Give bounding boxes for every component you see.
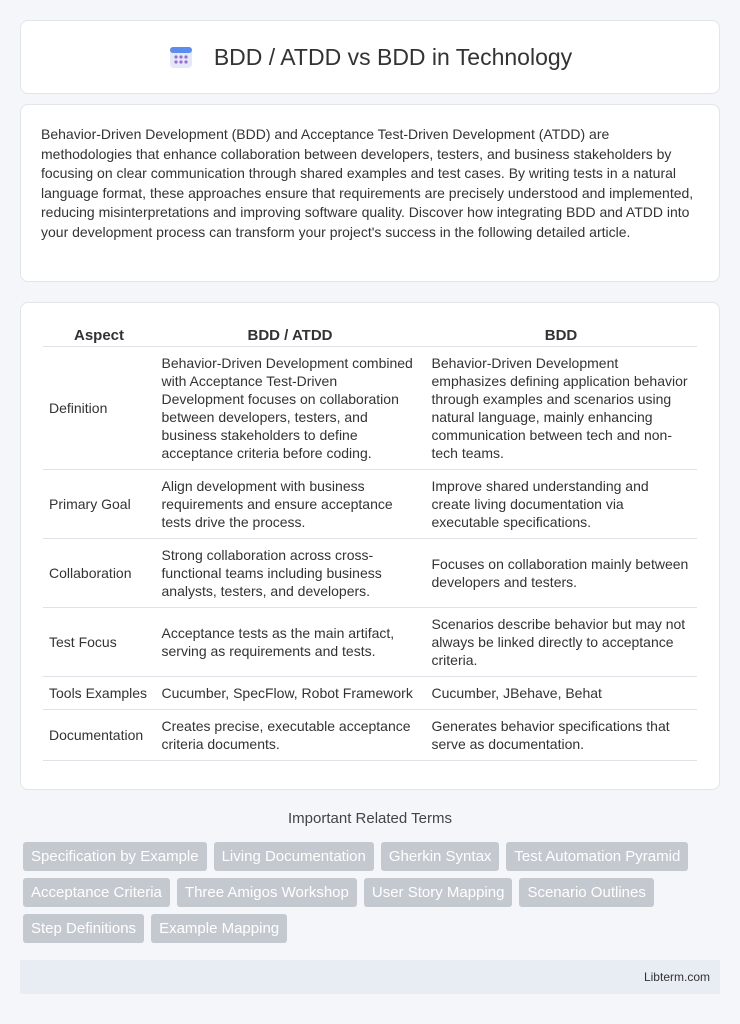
row-bdd: Scenarios describe behavior but may not always be linked directly to acceptance criteria. [425,608,697,677]
related-term-tag[interactable]: Scenario Outlines [519,878,653,907]
header-bdd: BDD [425,323,697,347]
row-aspect: Definition [43,347,155,470]
header-card [20,20,720,94]
row-aspect: Tools Examples [43,677,155,710]
footer-brand-link[interactable]: Libterm.com [643,970,710,984]
row-bdd: Cucumber, JBehave, Behat [425,677,697,710]
row-bdd: Focuses on collaboration mainly between developers and testers. [425,539,697,608]
comparison-table [43,323,697,761]
row-aspect: Primary Goal [43,470,155,539]
related-term-tag[interactable]: Step Definitions [23,914,144,943]
row-bdd-atdd: Acceptance tests as the main artifact, serving as requirements and tests. [155,608,425,677]
row-aspect: Test Focus [43,608,155,677]
row-aspect: Collaboration [43,539,155,608]
table-row [43,470,697,539]
intro-text: Behavior-Driven Development (BDD) and Acceptance Test-Driven Development (ATDD) are methodologies that enhance collaboration between developers, testers, and business stakeholders by focusing on clear communication through shared examples and test cases. By writing tests in a natural language format, these approaches ensure that requirements are precisely understood and implemented, reducing misinterpretations and improving software quality. Discover how integrating BDD and ATDD into your development process can transform your project's success in the following detailed article. [41,126,694,240]
row-bdd: Behavior-Driven Development emphasizes defining application behavior through examples and scenarios using natural language, mainly enhancing communication between tech and non-tech teams. [425,347,697,470]
row-bdd: Improve shared understanding and create living documentation via executable specifications. [425,470,697,539]
table-row [43,347,697,470]
related-term-tag[interactable]: Acceptance Criteria [23,878,170,907]
row-bdd-atdd: Creates precise, executable acceptance criteria documents. [155,710,425,761]
row-bdd-atdd: Cucumber, SpecFlow, Robot Framework [155,677,425,710]
row-bdd-atdd: Behavior-Driven Development combined with Acceptance Test-Driven Development focuses on collaboration between developers, testers, and business stakeholders to define acceptance criteria before coding. [155,347,425,470]
header-aspect: Aspect [43,323,155,347]
related-term-tag[interactable]: Living Documentation [214,842,374,871]
header-bdd-atdd: BDD / ATDD [155,323,425,347]
row-bdd-atdd: Strong collaboration across cross-functional teams including business analysts, testers, and developers. [155,539,425,608]
related-term-tag[interactable]: Example Mapping [151,914,287,943]
table-row [43,539,697,608]
related-term-tag[interactable]: Three Amigos Workshop [177,878,357,907]
related-term-tag[interactable]: Gherkin Syntax [381,842,500,871]
related-term-tag[interactable]: Test Automation Pyramid [506,842,688,871]
table-header-row [43,323,697,347]
comparison-card [20,302,720,790]
row-bdd-atdd: Align development with business requirements and ensure acceptance tests drive the process. [155,470,425,539]
table-row [43,677,697,710]
footer [20,960,720,994]
page-title: BDD / ATDD vs BDD in Technology [213,43,573,70]
intro-card [20,104,720,282]
related-terms-list [23,842,723,950]
related-term-tag[interactable]: Specification by Example [23,842,207,871]
related-terms-title: Important Related Terms [288,810,452,827]
table-row [43,710,697,761]
calendar-grid-icon [168,44,194,70]
row-aspect: Documentation [43,710,155,761]
row-bdd: Generates behavior specifications that serve as documentation. [425,710,697,761]
table-row [43,608,697,677]
related-term-tag[interactable]: User Story Mapping [364,878,513,907]
